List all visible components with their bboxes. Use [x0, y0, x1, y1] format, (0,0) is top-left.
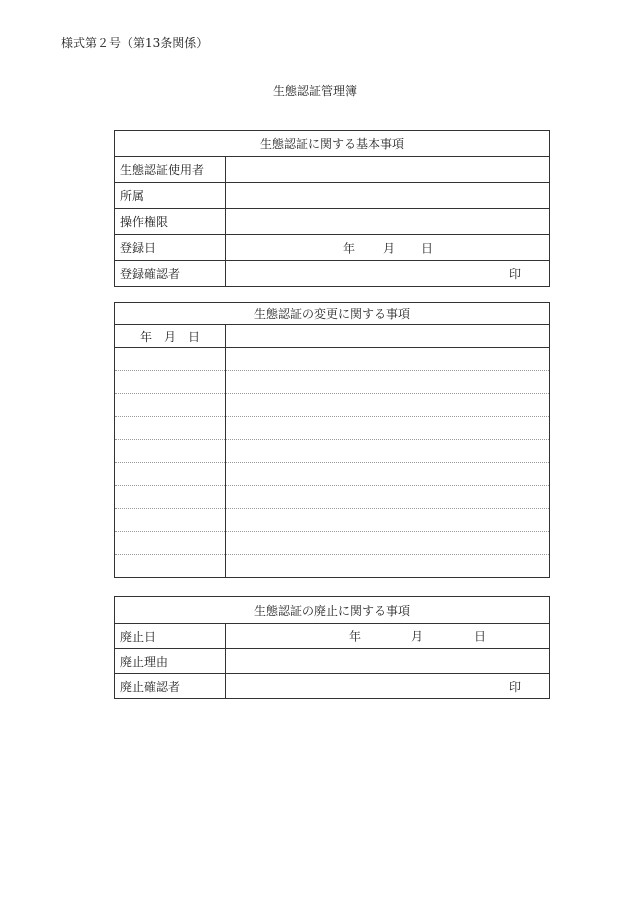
- registration-date-label: 登録日: [115, 235, 226, 261]
- change-content-cell[interactable]: [226, 555, 550, 578]
- permission-field[interactable]: [226, 209, 550, 235]
- user-field[interactable]: [226, 157, 550, 183]
- basic-info-table: [114, 130, 550, 287]
- change-date-cell[interactable]: [115, 463, 226, 486]
- change-content-cell[interactable]: [226, 463, 550, 486]
- user-label: 生態認証使用者: [115, 157, 226, 183]
- change-date-cell[interactable]: [115, 532, 226, 555]
- page-title: 生態認証管理簿: [272, 84, 357, 98]
- form-number: 様式第２号（第13条関係）: [61, 36, 209, 50]
- change-date-cell[interactable]: [115, 486, 226, 509]
- abolish-reason-label: 廃止理由: [115, 649, 226, 674]
- confirmer-label: 登録確認者: [115, 261, 226, 287]
- day-label: 日: [421, 241, 434, 255]
- permission-label: 操作権限: [115, 209, 226, 235]
- abolish-table: [114, 596, 550, 699]
- change-content-cell[interactable]: [226, 371, 550, 394]
- abolish-header: 生態認証の廃止に関する事項: [115, 597, 550, 624]
- abolish-date-field[interactable]: [226, 624, 550, 649]
- seal-mark: 印: [508, 267, 521, 281]
- month-label: 月: [411, 629, 424, 644]
- change-date-cell[interactable]: [115, 371, 226, 394]
- abolish-confirmer-label: 廃止確認者: [115, 674, 226, 699]
- abolish-confirmer-field[interactable]: [226, 674, 550, 699]
- month-label: 月: [383, 241, 396, 255]
- change-content-cell[interactable]: [226, 486, 550, 509]
- basic-info-header: 生態認証に関する基本事項: [115, 131, 550, 157]
- change-date-cell[interactable]: [115, 394, 226, 417]
- abolish-date-label: 廃止日: [115, 624, 226, 649]
- change-content-cell[interactable]: [226, 394, 550, 417]
- change-content-cell[interactable]: [226, 509, 550, 532]
- seal-mark: 印: [508, 679, 521, 694]
- affiliation-field[interactable]: [226, 183, 550, 209]
- affiliation-label: 所属: [115, 183, 226, 209]
- registration-date-field[interactable]: [226, 235, 550, 261]
- change-content-cell[interactable]: [226, 417, 550, 440]
- change-date-header: 年 月 日: [115, 325, 226, 348]
- change-content-cell[interactable]: [226, 325, 550, 348]
- year-label: 年: [349, 629, 362, 644]
- change-content-cell[interactable]: [226, 348, 550, 371]
- confirmer-field[interactable]: [226, 261, 550, 287]
- day-label: 日: [474, 629, 487, 644]
- change-date-cell[interactable]: [115, 509, 226, 532]
- change-date-cell[interactable]: [115, 417, 226, 440]
- change-content-cell[interactable]: [226, 440, 550, 463]
- abolish-reason-field[interactable]: [226, 649, 550, 674]
- change-content-cell[interactable]: [226, 532, 550, 555]
- change-date-cell[interactable]: [115, 348, 226, 371]
- change-history-table: [114, 302, 550, 578]
- change-history-header: 生態認証の変更に関する事項: [115, 303, 550, 325]
- year-label: 年: [343, 241, 356, 255]
- change-date-cell[interactable]: [115, 440, 226, 463]
- change-date-cell[interactable]: [115, 555, 226, 578]
